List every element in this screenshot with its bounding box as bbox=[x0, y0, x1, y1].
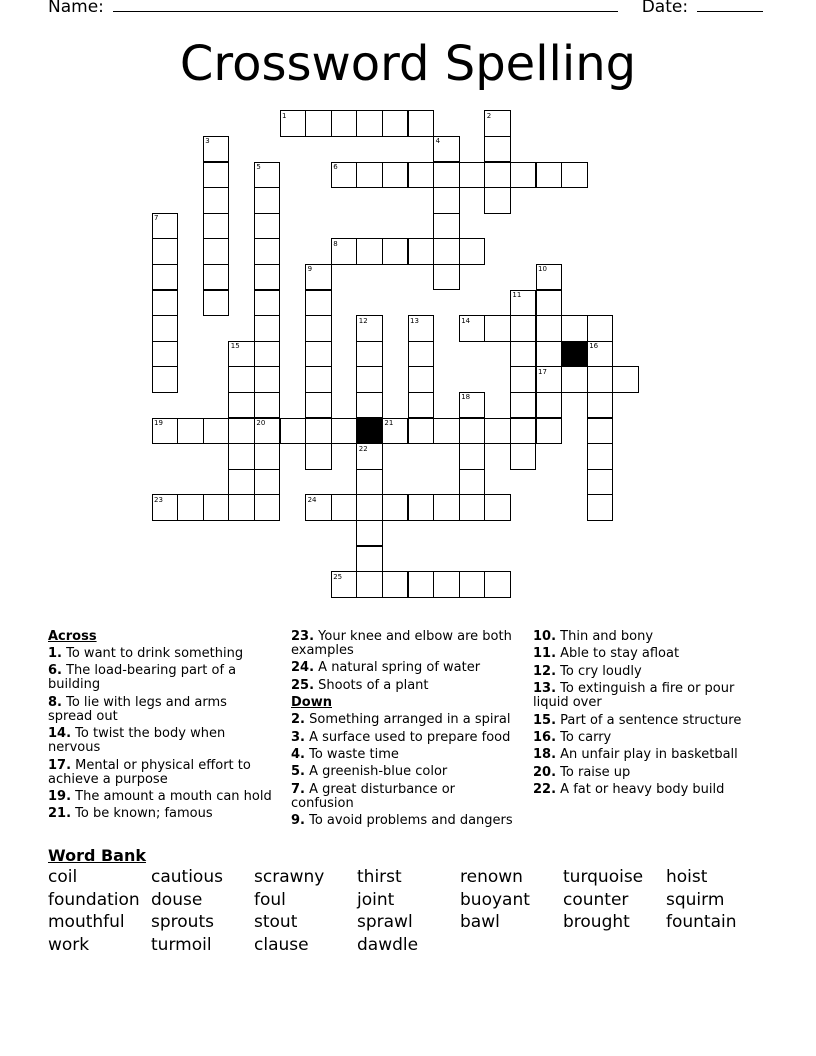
clue-text: A fat or heavy body build bbox=[556, 782, 725, 798]
grid-cell[interactable] bbox=[203, 418, 230, 445]
grid-cell[interactable] bbox=[356, 392, 383, 419]
clue-num: 12. bbox=[533, 663, 557, 679]
grid-cell[interactable] bbox=[203, 187, 230, 214]
clue-item bbox=[533, 630, 773, 644]
grid-cell[interactable] bbox=[510, 315, 537, 342]
clue-text: To cry loudly bbox=[556, 663, 642, 679]
grid-cell[interactable] bbox=[152, 238, 179, 265]
grid-cell[interactable] bbox=[612, 366, 639, 393]
grid-cell[interactable] bbox=[152, 366, 179, 393]
grid-cell[interactable] bbox=[408, 494, 435, 521]
clue-text: To extinguish a fire or pour liquid over bbox=[533, 681, 735, 711]
grid-cell[interactable] bbox=[587, 469, 614, 496]
clue-item bbox=[48, 807, 273, 821]
grid-cell[interactable] bbox=[510, 162, 537, 189]
grid-cell[interactable] bbox=[228, 494, 255, 521]
grid-cell[interactable] bbox=[254, 341, 281, 368]
grid-cell[interactable] bbox=[228, 392, 255, 419]
grid-cell[interactable] bbox=[433, 238, 460, 265]
clue-number: 5 bbox=[256, 163, 261, 171]
word-bank-word: turquoise bbox=[563, 867, 644, 887]
grid-cell[interactable] bbox=[382, 571, 409, 598]
clues-column-3 bbox=[533, 630, 773, 801]
clue-number: 20 bbox=[256, 419, 266, 427]
grid-cell[interactable] bbox=[203, 162, 230, 189]
grid-cell[interactable] bbox=[305, 418, 332, 445]
grid-cell[interactable] bbox=[254, 213, 281, 240]
grid-cell[interactable] bbox=[408, 571, 435, 598]
grid-cell[interactable] bbox=[536, 418, 563, 445]
grid-cell[interactable] bbox=[356, 162, 383, 189]
grid-cell[interactable] bbox=[305, 290, 332, 317]
grid-cell[interactable] bbox=[152, 341, 179, 368]
grid-cell[interactable] bbox=[152, 264, 179, 291]
clue-num: 3. bbox=[291, 729, 305, 745]
clue-num: 17. bbox=[48, 757, 72, 773]
clue-num: 2. bbox=[291, 712, 305, 728]
clue-item bbox=[533, 766, 773, 780]
clue-num: 13. bbox=[533, 681, 557, 697]
grid-cell[interactable] bbox=[459, 469, 486, 496]
grid-cell[interactable] bbox=[484, 418, 511, 445]
page-title: Crossword Spelling bbox=[179, 36, 637, 92]
grid-cell[interactable] bbox=[228, 443, 255, 470]
clue-number: 24 bbox=[307, 495, 317, 504]
grid-cell[interactable] bbox=[254, 315, 281, 342]
clue-num: 15. bbox=[533, 712, 557, 728]
clue-number: 21 bbox=[384, 419, 394, 427]
clue-number: 12 bbox=[358, 316, 368, 325]
clue-num: 22. bbox=[533, 782, 557, 798]
clue-num: 9. bbox=[291, 813, 305, 829]
grid-cell[interactable] bbox=[356, 366, 383, 393]
clue-text: To carry bbox=[556, 729, 612, 745]
clue-number: 22 bbox=[358, 444, 368, 453]
grid-cell[interactable] bbox=[152, 290, 179, 317]
grid-cell[interactable] bbox=[536, 341, 563, 368]
clue-number: 10 bbox=[538, 265, 547, 274]
grid-cell[interactable] bbox=[408, 366, 435, 393]
word-bank-word: sprouts bbox=[151, 912, 214, 932]
clues-column-1 bbox=[48, 630, 273, 825]
clue-text: A surface used to prepare food bbox=[304, 729, 511, 745]
grid-cell[interactable] bbox=[587, 392, 614, 419]
clue-text: The load-bearing part of a building bbox=[48, 663, 237, 693]
grid-cell[interactable] bbox=[254, 494, 281, 521]
clue-number: 7 bbox=[154, 214, 159, 223]
clue-number: 6 bbox=[333, 163, 338, 171]
grid-cell[interactable] bbox=[459, 418, 486, 445]
clue-num: 19. bbox=[48, 788, 72, 804]
clue-number: 15 bbox=[230, 342, 240, 351]
clue-num: 10. bbox=[533, 629, 557, 644]
grid-cell[interactable] bbox=[459, 162, 486, 189]
grid-cell[interactable] bbox=[382, 238, 409, 265]
grid-cell[interactable] bbox=[177, 494, 204, 521]
grid-cell[interactable] bbox=[433, 494, 460, 521]
word-bank-word: scrawny bbox=[254, 867, 325, 887]
grid-cell[interactable] bbox=[561, 315, 588, 342]
grid-cell[interactable] bbox=[536, 392, 563, 419]
grid-cell[interactable] bbox=[356, 238, 383, 265]
grid-cell[interactable] bbox=[587, 366, 614, 393]
clue-item bbox=[48, 759, 273, 787]
clue-number: 23 bbox=[154, 495, 163, 504]
grid-cell[interactable] bbox=[305, 341, 332, 368]
word-bank-word: counter bbox=[563, 889, 629, 910]
clue-number: 14 bbox=[461, 316, 471, 325]
clue-text: Shoots of a plant bbox=[314, 677, 429, 693]
clue-number: 18 bbox=[461, 393, 471, 402]
word-bank-word: coil bbox=[48, 867, 78, 887]
grid-cell[interactable] bbox=[382, 110, 409, 137]
grid-cell[interactable] bbox=[356, 546, 383, 573]
clue-num: 23. bbox=[291, 629, 315, 644]
grid-cell[interactable] bbox=[356, 571, 383, 598]
clue-text: A greenish-blue color bbox=[304, 764, 448, 780]
clue-number: 8 bbox=[333, 239, 338, 248]
grid-cell[interactable] bbox=[356, 341, 383, 368]
clue-item bbox=[533, 647, 773, 661]
word-bank-word: work bbox=[48, 934, 90, 955]
grid-block bbox=[561, 341, 588, 368]
grid-cell[interactable] bbox=[177, 418, 204, 445]
grid-cell[interactable] bbox=[408, 392, 435, 419]
clue-number: 16 bbox=[589, 342, 599, 351]
grid-cell[interactable] bbox=[433, 187, 460, 214]
grid-cell[interactable] bbox=[305, 443, 332, 470]
grid-cell[interactable] bbox=[331, 418, 358, 445]
word-bank-word: cautious bbox=[151, 867, 223, 887]
grid-cell[interactable] bbox=[433, 213, 460, 240]
clue-text: Mental or physical effort to achieve a purpose bbox=[48, 757, 251, 787]
clue-number: 4 bbox=[435, 137, 441, 146]
clue-number: 11 bbox=[512, 291, 522, 299]
clue-item bbox=[48, 790, 273, 804]
clue-num: 7. bbox=[291, 781, 305, 797]
grid-cell[interactable] bbox=[484, 187, 511, 214]
grid-cell[interactable] bbox=[484, 162, 511, 189]
clue-item bbox=[533, 682, 773, 710]
grid-cell[interactable] bbox=[254, 366, 281, 393]
clue-item bbox=[48, 664, 273, 692]
word-bank-word: dawdle bbox=[357, 934, 419, 955]
clue-text: A natural spring of water bbox=[314, 660, 481, 676]
clue-item bbox=[291, 814, 519, 828]
clue-text: To twist the body when nervous bbox=[48, 726, 226, 756]
clue-number: 1 bbox=[282, 111, 287, 120]
clue-item bbox=[291, 765, 519, 779]
clue-num: 16. bbox=[533, 729, 557, 745]
grid-cell[interactable] bbox=[203, 264, 230, 291]
clue-text: A great disturbance or confusion bbox=[291, 781, 455, 811]
grid-cell[interactable] bbox=[356, 469, 383, 496]
grid-cell[interactable] bbox=[305, 366, 332, 393]
clue-item bbox=[533, 783, 773, 797]
clue-number: 25 bbox=[333, 572, 343, 581]
grid-cell[interactable] bbox=[254, 392, 281, 419]
clue-item bbox=[291, 679, 519, 693]
word-bank-word: turmoil bbox=[151, 934, 212, 955]
clues-column-2 bbox=[291, 630, 519, 832]
clue-num: 6. bbox=[48, 663, 62, 679]
word-bank-word: clause bbox=[254, 934, 309, 955]
clue-num: 5. bbox=[291, 764, 305, 780]
clue-item bbox=[533, 665, 773, 679]
word-bank-word: foundation bbox=[48, 889, 140, 910]
grid-cell[interactable] bbox=[408, 341, 435, 368]
grid-cell[interactable] bbox=[203, 290, 230, 317]
grid-cell[interactable] bbox=[510, 366, 537, 393]
clue-num: 20. bbox=[533, 764, 557, 780]
word-bank-word: sprawl bbox=[357, 912, 413, 932]
word-bank-word: fountain bbox=[666, 912, 737, 932]
clue-item bbox=[533, 731, 773, 745]
grid-cell[interactable] bbox=[536, 162, 563, 189]
word-bank-word: buoyant bbox=[460, 889, 530, 910]
grid-cell[interactable] bbox=[254, 264, 281, 291]
word-bank-word: thirst bbox=[357, 867, 402, 887]
grid-cell[interactable] bbox=[152, 315, 179, 342]
word-bank-word: brought bbox=[563, 912, 630, 932]
clue-num: 8. bbox=[48, 694, 62, 710]
clue-number: 3 bbox=[205, 137, 210, 146]
date-label: Date: bbox=[641, 0, 689, 17]
clue-number: 17 bbox=[538, 367, 547, 376]
grid-cell[interactable] bbox=[459, 571, 486, 598]
grid-cell[interactable] bbox=[587, 418, 614, 445]
grid-cell[interactable] bbox=[305, 315, 332, 342]
word-bank-word: stout bbox=[254, 912, 298, 932]
across-heading: Across bbox=[48, 629, 97, 644]
grid-cell[interactable] bbox=[305, 110, 332, 137]
grid-cell[interactable] bbox=[356, 520, 383, 547]
clue-text: Able to stay afloat bbox=[556, 646, 680, 662]
clue-num: 25. bbox=[291, 677, 315, 693]
clue-num: 4. bbox=[291, 746, 305, 762]
grid-cell[interactable] bbox=[433, 571, 460, 598]
grid-cell[interactable] bbox=[484, 315, 511, 342]
grid-cell[interactable] bbox=[254, 238, 281, 265]
clue-text: To waste time bbox=[304, 746, 399, 762]
clue-num: 1. bbox=[48, 646, 62, 661]
grid-cell[interactable] bbox=[459, 443, 486, 470]
grid-cell[interactable] bbox=[408, 110, 435, 137]
grid-cell[interactable] bbox=[561, 162, 588, 189]
grid-cell[interactable] bbox=[510, 418, 537, 445]
grid-cell[interactable] bbox=[254, 469, 281, 496]
grid-cell[interactable] bbox=[459, 494, 486, 521]
clue-num: 11. bbox=[533, 646, 557, 662]
clue-text: Your knee and elbow are both examples bbox=[291, 629, 512, 658]
grid-cell[interactable] bbox=[484, 136, 511, 163]
grid-cell[interactable] bbox=[228, 469, 255, 496]
clue-item bbox=[291, 783, 519, 811]
word-bank-word: renown bbox=[460, 867, 523, 887]
clue-num: 14. bbox=[48, 726, 72, 742]
clue-num: 18. bbox=[533, 747, 557, 763]
grid-cell[interactable] bbox=[561, 366, 588, 393]
clue-number: 2 bbox=[486, 111, 492, 120]
grid-cell[interactable] bbox=[484, 571, 511, 598]
clue-item bbox=[48, 647, 273, 661]
grid-cell[interactable] bbox=[433, 418, 460, 445]
word-bank-word: joint bbox=[357, 889, 395, 910]
grid-cell[interactable] bbox=[228, 418, 255, 445]
grid-cell[interactable] bbox=[536, 290, 563, 317]
grid-cell[interactable] bbox=[280, 418, 307, 445]
word-bank-word: squirm bbox=[666, 889, 725, 910]
clue-item bbox=[291, 630, 519, 658]
clue-text: To be known; famous bbox=[71, 806, 213, 822]
word-bank-word: mouthful bbox=[48, 912, 125, 932]
clue-num: 21. bbox=[48, 806, 72, 822]
grid-cell[interactable] bbox=[459, 238, 486, 265]
grid-cell[interactable] bbox=[587, 443, 614, 470]
grid-cell[interactable] bbox=[356, 110, 383, 137]
clue-text: An unfair play in basketball bbox=[556, 747, 738, 763]
grid-cell[interactable] bbox=[254, 290, 281, 317]
clue-text: Thin and bony bbox=[556, 629, 654, 644]
clue-text: To avoid problems and dangers bbox=[304, 813, 513, 829]
grid-cell[interactable] bbox=[587, 315, 614, 342]
grid-cell[interactable] bbox=[510, 341, 537, 368]
clue-number: 13 bbox=[410, 316, 419, 325]
clue-text: To lie with legs and arms spread out bbox=[48, 694, 227, 724]
grid-cell[interactable] bbox=[331, 494, 358, 521]
grid-cell[interactable] bbox=[203, 213, 230, 240]
grid-cell[interactable] bbox=[484, 494, 511, 521]
clue-number: 19 bbox=[154, 419, 163, 427]
clue-item bbox=[291, 713, 519, 727]
clue-text: Something arranged in a spiral bbox=[304, 712, 511, 728]
name-label: Name: bbox=[48, 0, 104, 17]
clue-item bbox=[291, 661, 519, 675]
clue-number: 9 bbox=[307, 265, 313, 274]
clue-item bbox=[533, 748, 773, 762]
clue-item bbox=[48, 727, 273, 755]
clue-item bbox=[291, 748, 519, 762]
word-bank-word: hoist bbox=[666, 867, 708, 887]
grid-cell[interactable] bbox=[433, 264, 460, 291]
grid-cell[interactable] bbox=[203, 494, 230, 521]
word-bank-word: foul bbox=[254, 889, 286, 910]
grid-cell[interactable] bbox=[382, 494, 409, 521]
grid-cell[interactable] bbox=[305, 392, 332, 419]
clue-item bbox=[291, 731, 519, 745]
clue-text: Part of a sentence structure bbox=[556, 712, 742, 728]
grid-block bbox=[356, 418, 383, 445]
clue-text: The amount a mouth can hold bbox=[71, 788, 272, 804]
grid-cell[interactable] bbox=[408, 418, 435, 445]
grid-cell[interactable] bbox=[331, 110, 358, 137]
grid-cell[interactable] bbox=[254, 187, 281, 214]
grid-cell[interactable] bbox=[254, 443, 281, 470]
grid-cell[interactable] bbox=[433, 162, 460, 189]
down-heading: Down bbox=[291, 695, 332, 711]
grid-cell[interactable] bbox=[536, 315, 563, 342]
grid-cell[interactable] bbox=[408, 162, 435, 189]
clue-text: To want to drink something bbox=[61, 646, 244, 661]
grid-cell[interactable] bbox=[382, 162, 409, 189]
clue-num: 24. bbox=[291, 660, 315, 676]
word-bank-word: douse bbox=[151, 889, 203, 910]
grid-cell[interactable] bbox=[356, 494, 383, 521]
clue-item bbox=[533, 714, 773, 728]
clue-text: To raise up bbox=[556, 764, 631, 780]
word-bank-word: bawl bbox=[460, 912, 500, 932]
grid-cell[interactable] bbox=[510, 443, 537, 470]
grid-cell[interactable] bbox=[228, 366, 255, 393]
grid-cell[interactable] bbox=[408, 238, 435, 265]
grid-cell[interactable] bbox=[510, 392, 537, 419]
word-bank-heading: Word Bank bbox=[48, 846, 147, 865]
grid-cell[interactable] bbox=[587, 494, 614, 521]
grid-cell[interactable] bbox=[203, 238, 230, 265]
clue-item bbox=[48, 696, 273, 724]
